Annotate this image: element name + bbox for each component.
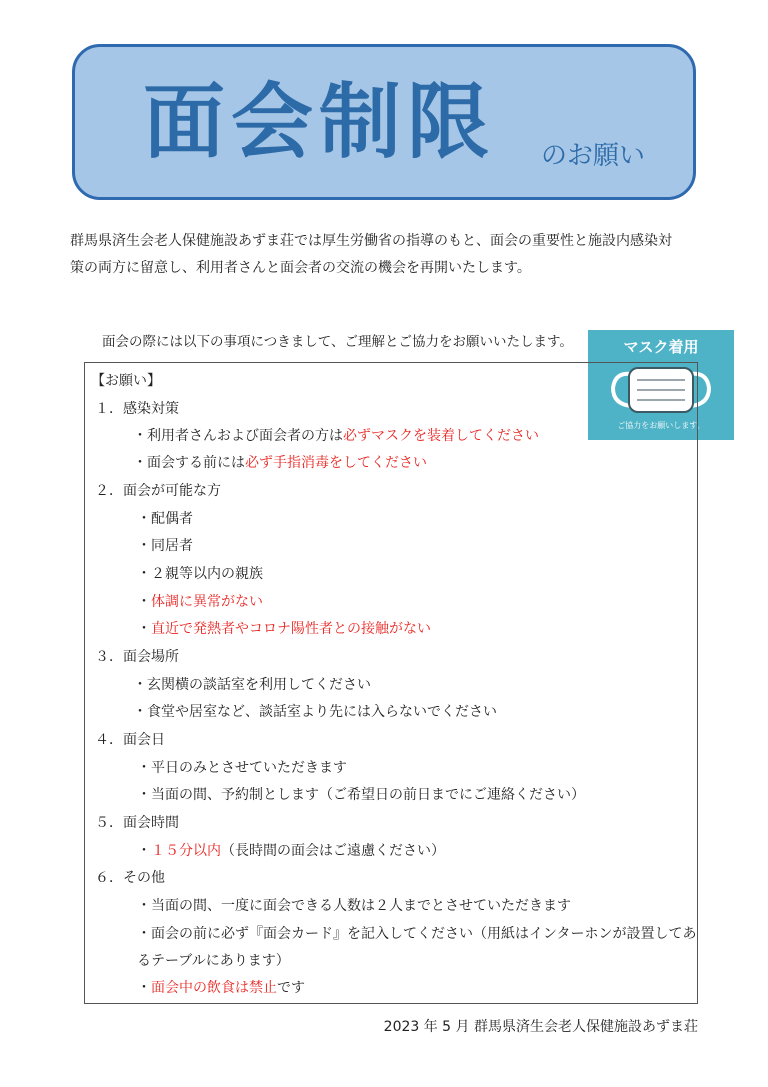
- list-item: ・玄関横の談話室を利用してください: [133, 677, 371, 693]
- list-item: ・面会の前に必ず『面会カード』を記入してください（用紙はインターホンが設置してあ: [137, 926, 697, 942]
- intro-paragraph: [70, 228, 706, 282]
- banner-subtitle: のお願い: [541, 141, 646, 171]
- list-item: ・平日のみとさせていただきます: [137, 760, 347, 776]
- footer-date-org: 2023 年 5 月 群馬県済生会老人保健施設あずま荘: [383, 1019, 698, 1035]
- intro-line: 策の両方に留意し、利用者さんと面会者の交流の機会を再開いたします。: [70, 260, 531, 276]
- section-title: ３．面会場所: [95, 649, 179, 665]
- section-title: ４．面会日: [95, 732, 165, 748]
- list-item: ・直近で発熱者やコロナ陽性者との接触がない: [137, 621, 431, 637]
- list-item: ・体調に異常がない: [137, 594, 263, 610]
- list-item: ・面会する前には必ず手指消毒をしてください: [133, 455, 427, 471]
- notice-text: 面会の際には以下の事項につきまして、ご理解とご協力をお願いいたします。: [102, 334, 573, 350]
- section-title: １．感染対策: [95, 401, 179, 417]
- list-item: ・利用者さんおよび面会者の方は必ずマスクを装着してください: [133, 428, 539, 444]
- list-item: ・当面の間、予約制とします（ご希望日の前日までにご連絡ください）: [137, 787, 585, 803]
- mask-badge-caption: ご協力をお願いします。: [617, 421, 705, 430]
- list-item: ・２親等以内の親族: [137, 566, 263, 582]
- mask-badge-title: マスク着用: [623, 338, 699, 356]
- intro-line: 群馬県済生会老人保健施設あずま荘では厚生労働省の指導のもと、面会の重要性と施設内感染対: [70, 233, 672, 249]
- title-banner: [72, 44, 696, 200]
- list-item: ・同居者: [137, 538, 193, 554]
- list-item: ・当面の間、一度に面会できる人数は２人までとさせていただきます: [137, 898, 571, 914]
- box-heading: 【お願い】: [91, 373, 161, 389]
- requests-box: [84, 362, 698, 1004]
- list-item: ・面会中の飲食は禁止です: [137, 980, 305, 996]
- section-title: ６．その他: [95, 870, 165, 886]
- list-item: ・食堂や居室など、談話室より先には入らないでください: [133, 704, 497, 720]
- list-item: ・配偶者: [137, 511, 193, 527]
- list-item: ・１５分以内（長時間の面会はご遠慮ください）: [137, 843, 445, 859]
- section-title: ５．面会時間: [95, 815, 179, 831]
- banner-title: 面会制限: [143, 75, 496, 170]
- list-item: るテーブルにあります）: [137, 953, 290, 969]
- section-title: ２．面会が可能な方: [95, 483, 221, 499]
